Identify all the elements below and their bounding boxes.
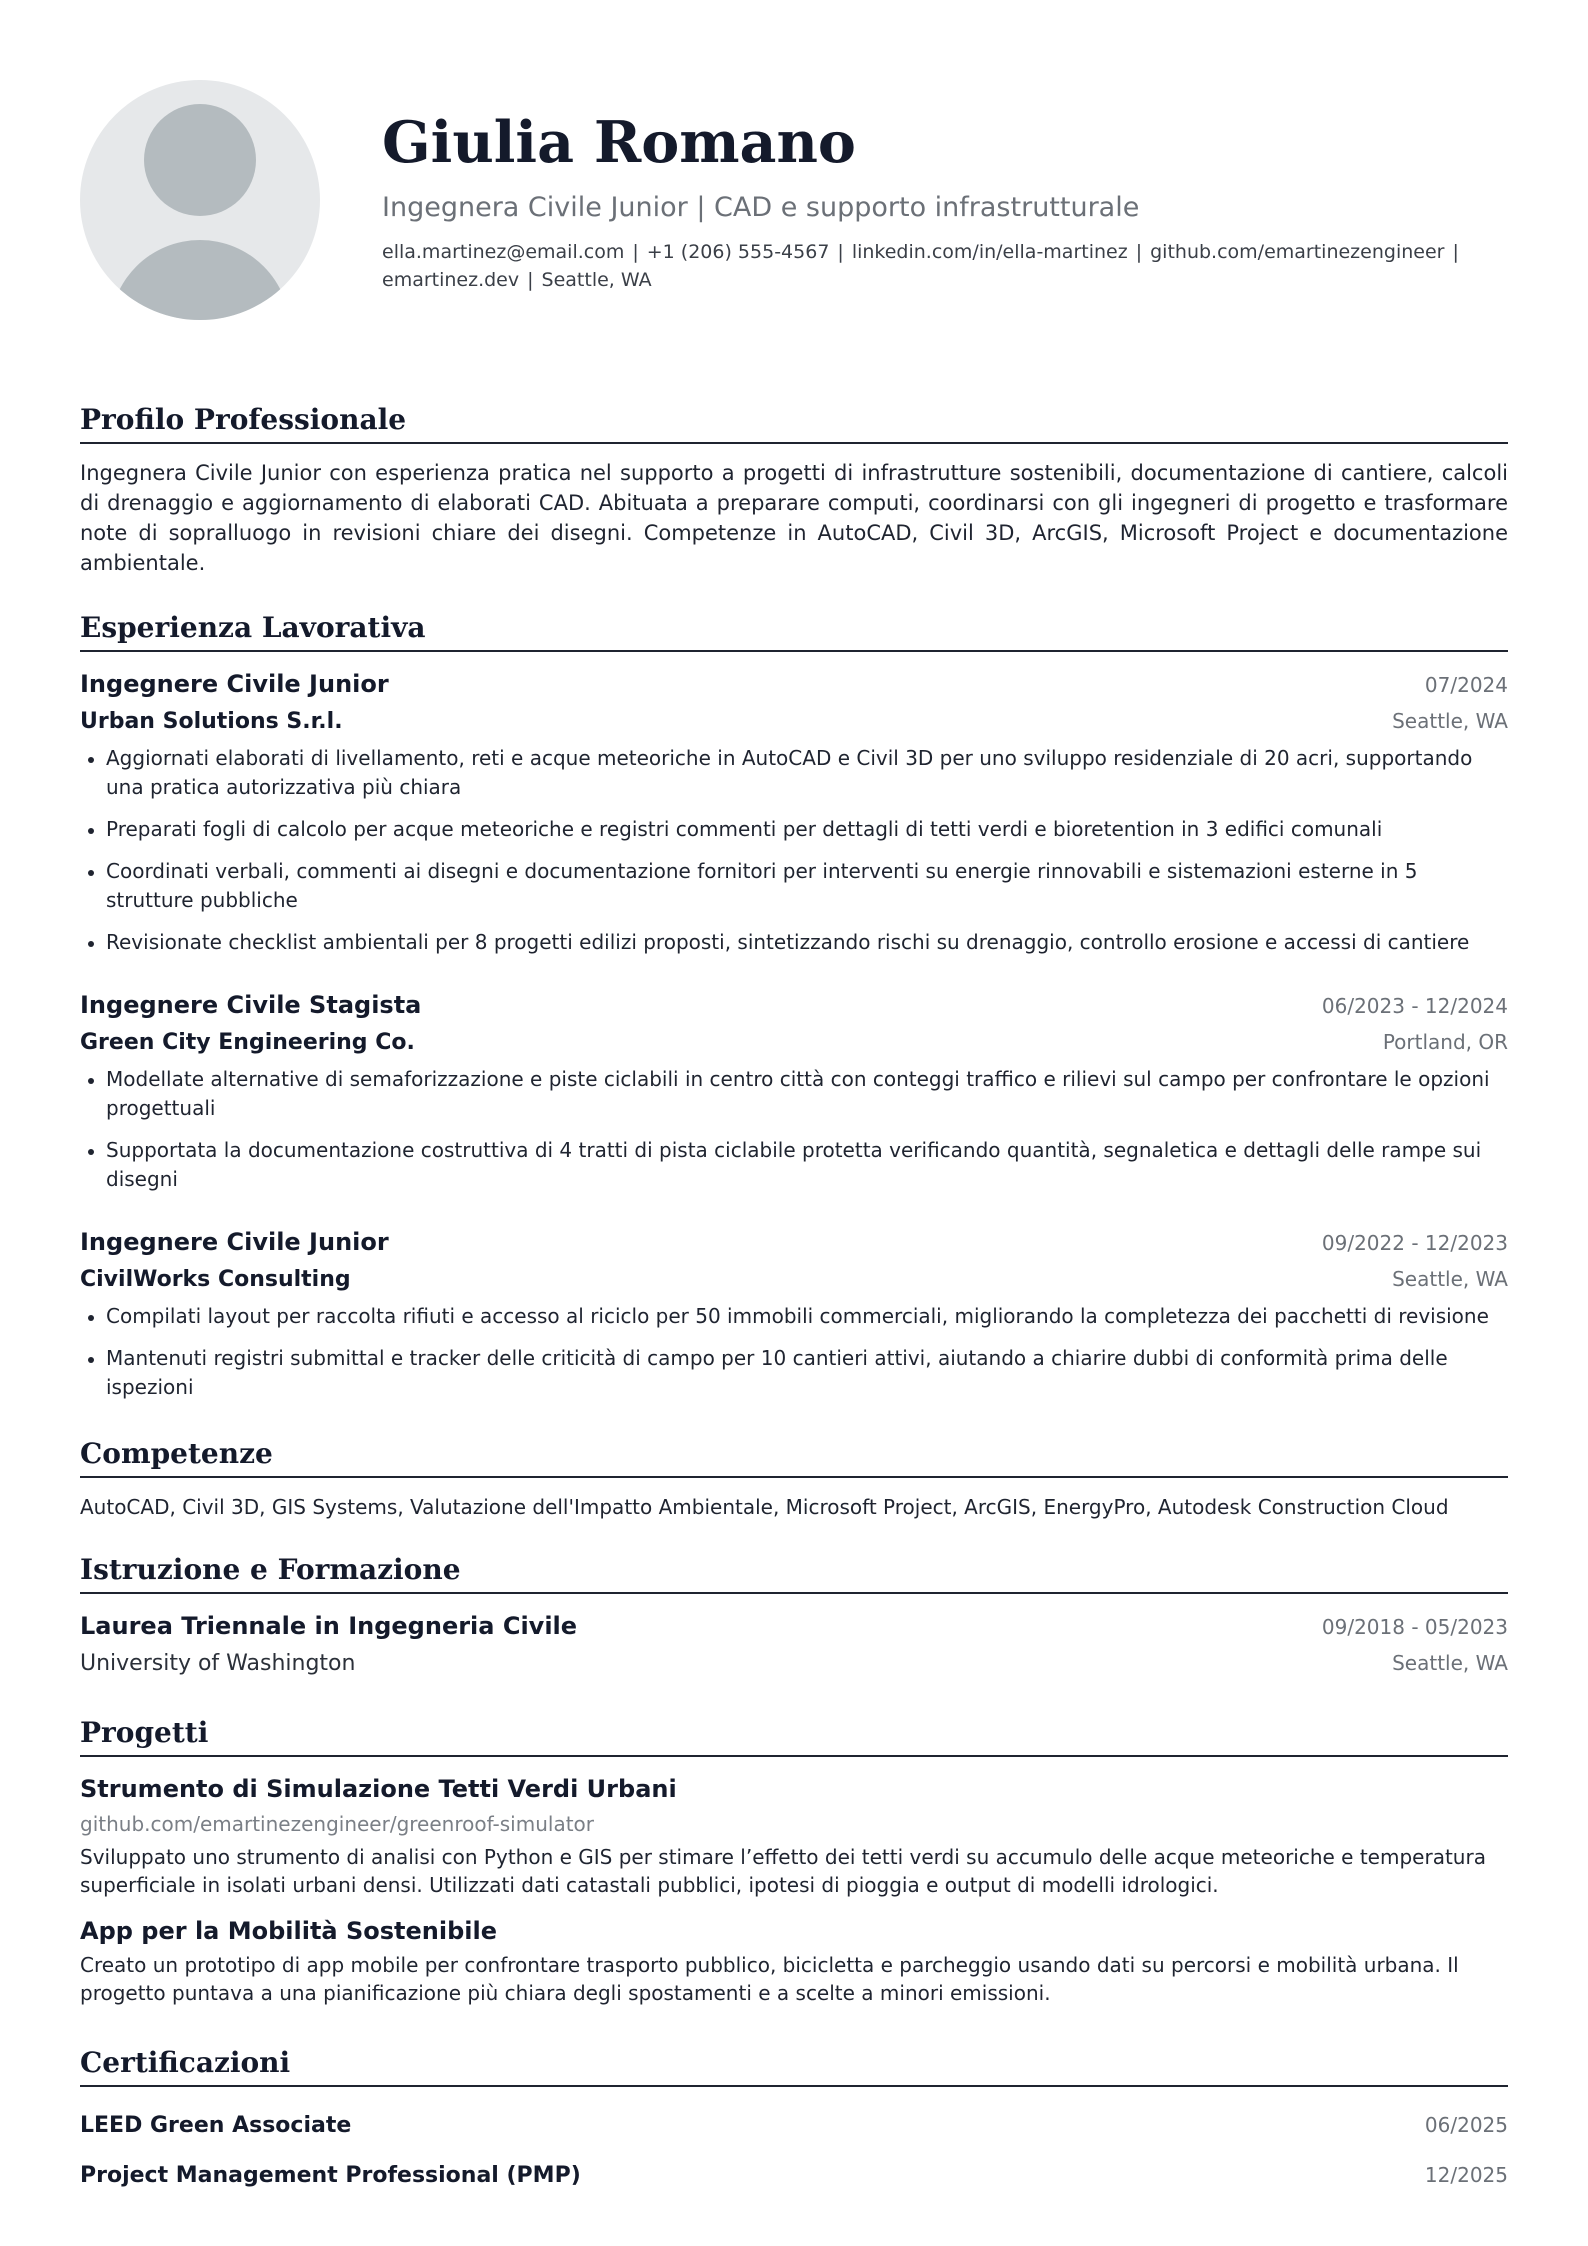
job-company: Urban Solutions S.r.l.	[80, 709, 343, 734]
bullet-item	[80, 928, 1508, 957]
bullet-text: Coordinati verbali, commenti ai disegni e documentazione fornitori per interventi su energie rinnovabili e sistemazioni esterne in 5 strutture pubbliche	[106, 859, 1418, 912]
job-entry	[80, 666, 1508, 957]
contact-separator: |	[1135, 241, 1143, 263]
job-bullets	[80, 744, 1508, 957]
avatar-body-shape	[110, 240, 290, 320]
avatar-placeholder-icon	[80, 80, 320, 320]
resume-header	[80, 0, 1508, 340]
job-date: 07/2024	[1424, 673, 1508, 697]
education-school: University of Washington	[80, 1651, 356, 1676]
skills-text: AutoCAD, Civil 3D, GIS Systems, Valutazione dell'Impatto Ambientale, Microsoft Project, ArcGIS, EnergyPro, Autodesk Construction Cloud	[80, 1495, 1449, 1519]
skills-section	[80, 1434, 1508, 1522]
bullet-dot-icon	[88, 828, 94, 834]
bullet-dot-icon	[88, 1315, 94, 1321]
contact-github[interactable]: github.com/emartinezengineer	[1150, 241, 1445, 263]
bullet-item	[80, 744, 1508, 802]
job-company: Green City Engineering Co.	[80, 1030, 415, 1055]
bullet-dot-icon	[88, 941, 94, 947]
job-entry	[80, 987, 1508, 1194]
section-title-projects: Progetti	[80, 1713, 1508, 1757]
section-title-skills: Competenze	[80, 1434, 1508, 1478]
job-location: Seattle, WA	[1392, 1267, 1508, 1291]
bullet-dot-icon	[88, 1149, 94, 1155]
project-entry	[80, 1771, 1508, 1899]
certification-name: Project Management Professional (PMP)	[80, 2163, 581, 2188]
job-role: Ingegnere Civile Stagista	[80, 991, 422, 1019]
section-title-experience: Esperienza Lavorativa	[80, 608, 1508, 652]
section-title-education: Istruzione e Formazione	[80, 1550, 1508, 1594]
job-date: 09/2022 - 12/2023	[1321, 1231, 1508, 1255]
projects-section	[80, 1713, 1508, 2007]
candidate-name: Giulia Romano	[382, 109, 856, 176]
project-name: Strumento di Simulazione Tetti Verdi Urbani	[80, 1775, 677, 1803]
job-company: CivilWorks Consulting	[80, 1267, 351, 1292]
contact-separator: |	[837, 241, 844, 263]
job-entry	[80, 1224, 1508, 1402]
bullet-item	[80, 1344, 1508, 1402]
education-degree: Laurea Triennale in Ingegneria Civile	[80, 1612, 578, 1640]
contact-separator: |	[632, 241, 639, 263]
job-role: Ingegnere Civile Junior	[80, 1228, 389, 1256]
experience-section	[80, 608, 1508, 1402]
bullet-text: Compilati layout per raccolta rifiuti e accesso al riciclo per 50 immobili commerciali, migliorando la completezza dei pacchetti di revisione	[106, 1304, 1489, 1328]
bullet-dot-icon	[88, 1357, 94, 1363]
job-location: Portland, OR	[1382, 1030, 1508, 1054]
education-date: 09/2018 - 05/2023	[1321, 1615, 1508, 1639]
certifications-section	[80, 2043, 1508, 2201]
project-description: Creato un prototipo di app mobile per confrontare trasporto pubblico, bicicletta e parcheggio usando dati su percorsi e mobilità urbana. Il progetto puntava a una pianificazione più chiara degli spostamenti e a scelte a minori emissioni.	[80, 1953, 1459, 2005]
avatar-head-shape	[144, 104, 256, 216]
bullet-item	[80, 1065, 1508, 1123]
contact-separator: |	[1452, 241, 1459, 263]
contact-website[interactable]: emartinez.dev	[382, 269, 520, 291]
bullet-text: Supportata la documentazione costruttiva di 4 tratti di pista ciclabile protetta verificando quantità, segnaletica e dettagli delle rampe sui disegni	[106, 1138, 1482, 1191]
contact-email[interactable]: ella.martinez@email.com	[382, 241, 625, 263]
bullet-item	[80, 1302, 1508, 1331]
section-title-profile: Profilo Professionale	[80, 400, 1508, 444]
contact-separator: |	[527, 269, 534, 291]
project-link[interactable]: github.com/emartinezengineer/greenroof-simulator	[80, 1812, 595, 1836]
project-name: App per la Mobilità Sostenibile	[80, 1917, 497, 1945]
profile-section	[80, 400, 1508, 578]
header-text	[382, 110, 1508, 294]
job-location: Seattle, WA	[1392, 709, 1508, 733]
bullet-text: Revisionate checklist ambientali per 8 progetti edilizi proposti, sintetizzando rischi su drenaggio, controllo erosione e accessi di cantiere	[106, 930, 1470, 954]
bullet-item	[80, 815, 1508, 844]
certification-name: LEED Green Associate	[80, 2113, 352, 2138]
bullet-item	[80, 1136, 1508, 1194]
bullet-dot-icon	[88, 757, 94, 763]
job-date: 06/2023 - 12/2024	[1321, 994, 1508, 1018]
candidate-subtitle: Ingegnera Civile Junior | CAD e supporto infrastrutturale	[382, 192, 1140, 223]
section-title-certifications: Certificazioni	[80, 2043, 1508, 2087]
education-section	[80, 1550, 1508, 1683]
profile-text: Ingegnera Civile Junior con esperienza pratica nel supporto a progetti di infrastrutture sostenibili, documentazione di cantiere, calcoli di drenaggio e aggiornamento di elaborati CAD. Abituata a preparare computi, coordinarsi con gli ingegneri di progetto e trasformare note di sopralluogo in revisioni chiare dei disegni. Competenze in AutoCAD, Civil 3D, ArcGIS, Microsoft Project e documentazione ambientale.	[80, 461, 1508, 575]
job-role: Ingegnere Civile Junior	[80, 670, 389, 698]
certification-date: 06/2025	[1424, 2113, 1508, 2137]
contact-line	[382, 238, 1508, 294]
contact-phone[interactable]: +1 (206) 555-4567	[646, 241, 830, 263]
contact-location: Seattle, WA	[541, 269, 652, 291]
education-location: Seattle, WA	[1392, 1651, 1508, 1675]
job-bullets	[80, 1065, 1508, 1194]
bullet-item	[80, 857, 1508, 915]
contact-linkedin[interactable]: linkedin.com/in/ella-martinez	[851, 241, 1128, 263]
project-entry	[80, 1913, 1508, 2007]
bullet-dot-icon	[88, 870, 94, 876]
bullet-text: Mantenuti registri submittal e tracker delle criticità di campo per 10 cantieri attivi, aiutando a chiarire dubbi di conformità prima delle ispezioni	[106, 1346, 1448, 1399]
job-bullets	[80, 1302, 1508, 1402]
bullet-dot-icon	[88, 1078, 94, 1084]
bullet-text: Aggiornati elaborati di livellamento, reti e acque meteoriche in AutoCAD e Civil 3D per uno sviluppo residenziale di 20 acri, supportando una pratica autorizzativa più chiara	[106, 746, 1473, 799]
bullet-text: Modellate alternative di semaforizzazione e piste ciclabili in centro città con conteggi traffico e rilievi sul campo per confrontare le opzioni progettuali	[106, 1067, 1490, 1120]
certification-date: 12/2025	[1424, 2163, 1508, 2187]
bullet-text: Preparati fogli di calcolo per acque meteoriche e registri commenti per dettagli di tetti verdi e bioretention in 3 edifici comunali	[106, 817, 1383, 841]
project-description: Sviluppato uno strumento di analisi con Python e GIS per stimare l’effetto dei tetti verdi su accumulo delle acque meteoriche e temperatura superficiale in isolati urbani densi. Utilizzati dati catastali pubblici, ipotesi di pioggia e output di modelli idrologici.	[80, 1845, 1486, 1897]
